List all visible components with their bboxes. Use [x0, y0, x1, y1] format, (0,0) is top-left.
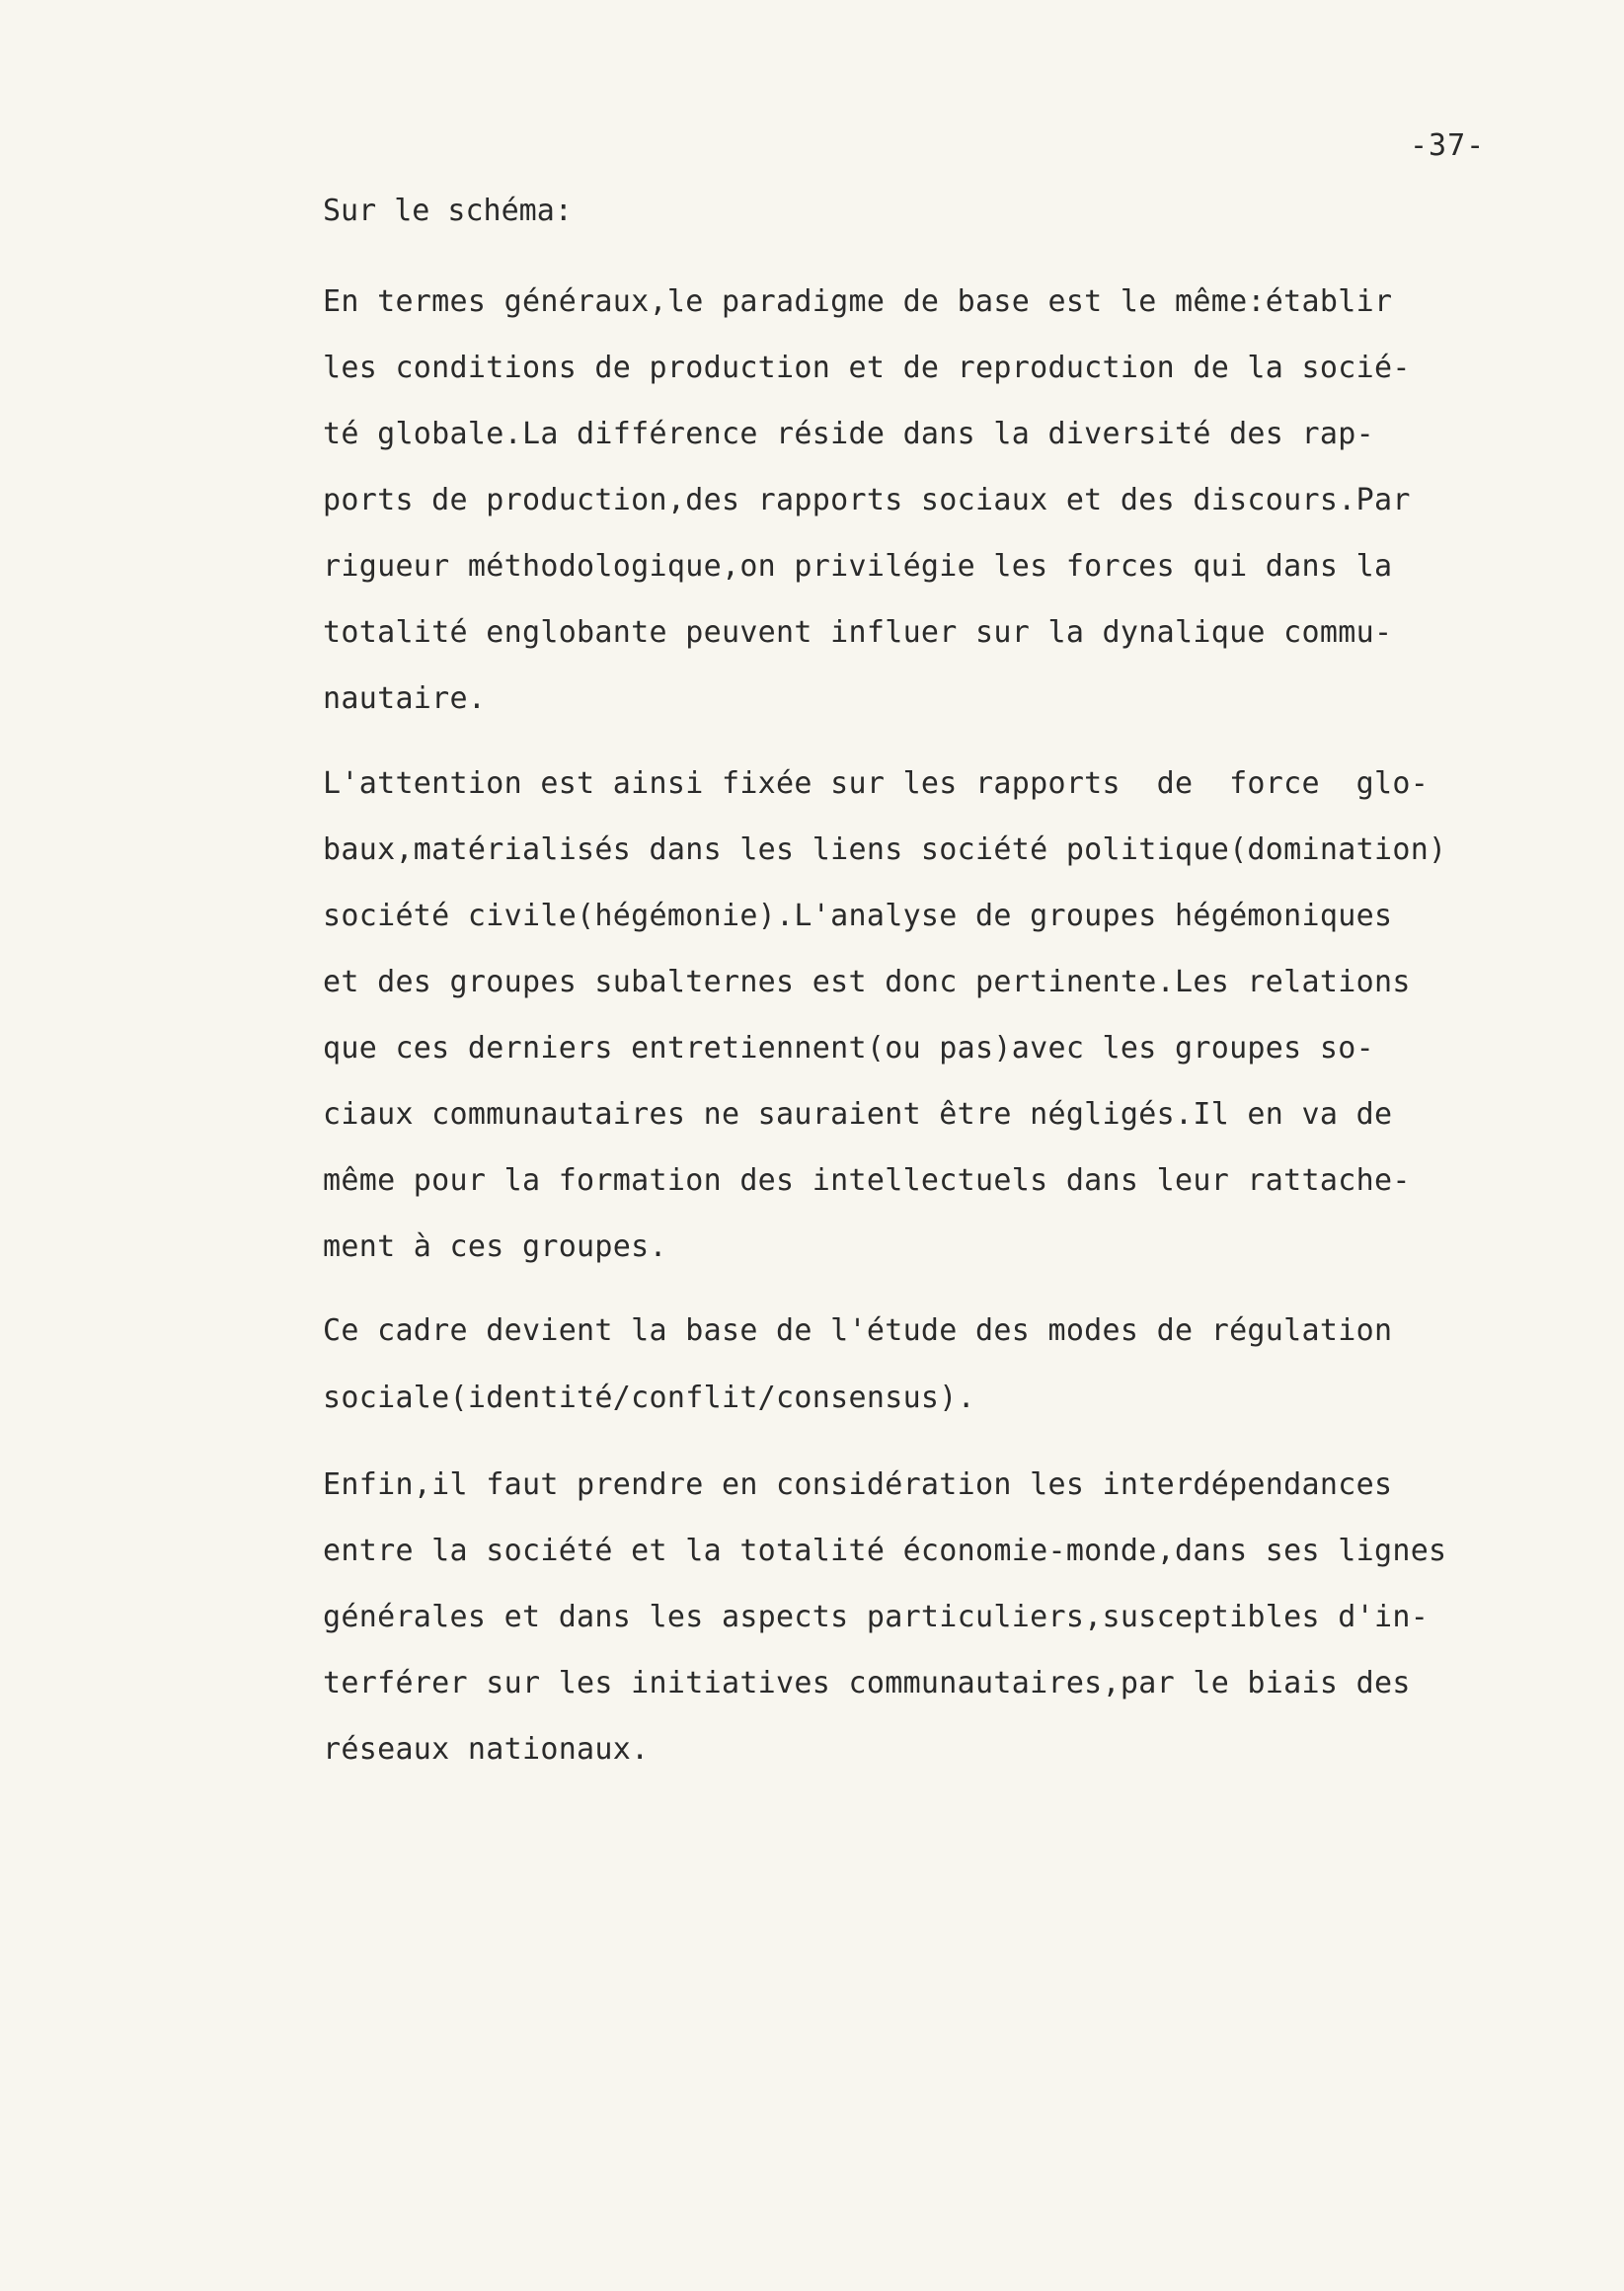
text-line: que ces derniers entretiennent(ou pas)avec les groupes so- — [323, 1031, 1374, 1066]
text-line: ciaux communautaires ne sauraient être négligés.Il en va de — [323, 1097, 1393, 1132]
text-line: rigueur méthodologique,on privilégie les forces qui dans la — [323, 549, 1393, 584]
text-line: société civile(hégémonie).L'analyse de groupes hégémoniques — [323, 899, 1393, 933]
text-line: et des groupes subalternes est donc pertinente.Les relations — [323, 965, 1411, 999]
text-line: sociale(identité/conflit/consensus). — [323, 1381, 976, 1415]
text-line: ports de production,des rapports sociaux et des discours.Par — [323, 483, 1411, 517]
text-line: totalité englobante peuvent influer sur la dynalique commu- — [323, 615, 1393, 650]
text-line: Enfin,il faut prendre en considération les interdépendances — [323, 1467, 1393, 1502]
text-line: nautaire. — [323, 681, 487, 716]
text-line: Ce cadre devient la base de l'étude des modes de régulation — [323, 1313, 1393, 1348]
text-line: En termes généraux,le paradigme de base est le même:établir — [323, 284, 1393, 319]
section-heading: Sur le schéma: — [323, 194, 573, 228]
text-line: té globale.La différence réside dans la diversité des rap- — [323, 417, 1374, 451]
text-line: générales et dans les aspects particuliers,susceptibles d'in- — [323, 1600, 1430, 1634]
text-line: réseaux nationaux. — [323, 1732, 650, 1767]
text-line: baux,matérialisés dans les liens société politique(domination) — [323, 832, 1447, 867]
page-number: -37- — [1410, 128, 1486, 163]
text-line: même pour la formation des intellectuels dans leur rattache- — [323, 1163, 1411, 1198]
text-line: L'attention est ainsi fixée sur les rapports de force glo- — [323, 766, 1430, 801]
text-line: entre la société et la totalité économie-monde,dans ses lignes — [323, 1534, 1447, 1568]
text-line: ment à ces groupes. — [323, 1229, 667, 1264]
text-line: terférer sur les initiatives communautaires,par le biais des — [323, 1666, 1411, 1700]
text-line: les conditions de production et de reproduction de la socié- — [323, 351, 1411, 385]
